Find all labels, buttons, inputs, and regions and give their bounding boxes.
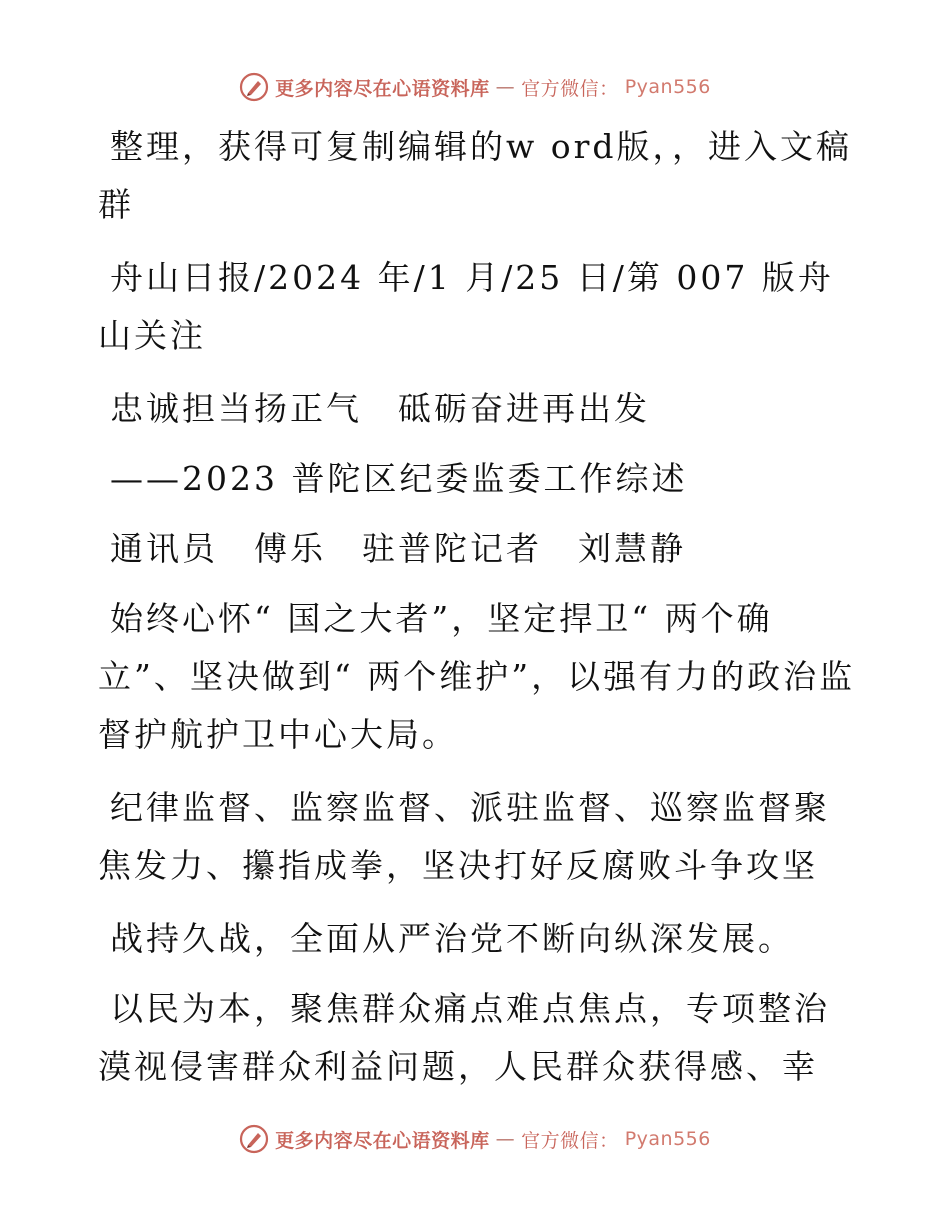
pen-logo-icon	[239, 1124, 269, 1154]
watermark-wechat-id: Pyan556	[624, 76, 711, 98]
paragraph-source: 舟山日报/2024 年/1 月/25 日/第 007 版舟山关注	[98, 258, 834, 355]
article-byline: 通讯员 傅乐 驻普陀记者 刘慧静	[110, 529, 686, 568]
watermark-separator: —	[495, 76, 516, 98]
watermark-official-label: 官方微信：	[521, 1129, 619, 1152]
paragraph-body-2: 纪律监督、监察监督、派驻监督、巡察监督聚焦发力、攥指成拳，坚决打好反腐败斗争攻坚	[98, 788, 830, 885]
paragraph-body-3: 战持久战，全面从严治党不断向纵深发展。	[110, 919, 794, 958]
watermark-official-label: 官方微信：	[521, 77, 619, 100]
paragraph-body-1: 始终心怀“ 国之大者”，坚定捍卫“ 两个确立”、坚决做到“ 两个维护”，以强有力的政治监督护航护卫中心大局。	[98, 599, 856, 754]
watermark-main-text: 更多内容尽在心语资料库	[275, 77, 490, 100]
watermark-main-text: 更多内容尽在心语资料库	[275, 1129, 490, 1152]
header-watermark	[0, 72, 950, 102]
pen-logo-icon	[239, 72, 269, 102]
paragraph-intro: 整理，获得可复制编辑的w ord版，，进入文稿群	[98, 127, 853, 224]
watermark-wechat-id: Pyan556	[624, 1128, 711, 1150]
watermark-separator: —	[495, 1128, 516, 1150]
article-title: 忠诚担当扬正气 砥砺奋进再出发	[110, 389, 650, 428]
article-subtitle: ——2023 普陀区纪委监委工作综述	[110, 459, 688, 498]
paragraph-body-4: 以民为本，聚焦群众痛点难点焦点，专项整治漠视侵害群众利益问题，人民群众获得感、幸	[98, 989, 830, 1086]
footer-watermark	[0, 1124, 950, 1154]
document-body	[98, 118, 858, 1111]
